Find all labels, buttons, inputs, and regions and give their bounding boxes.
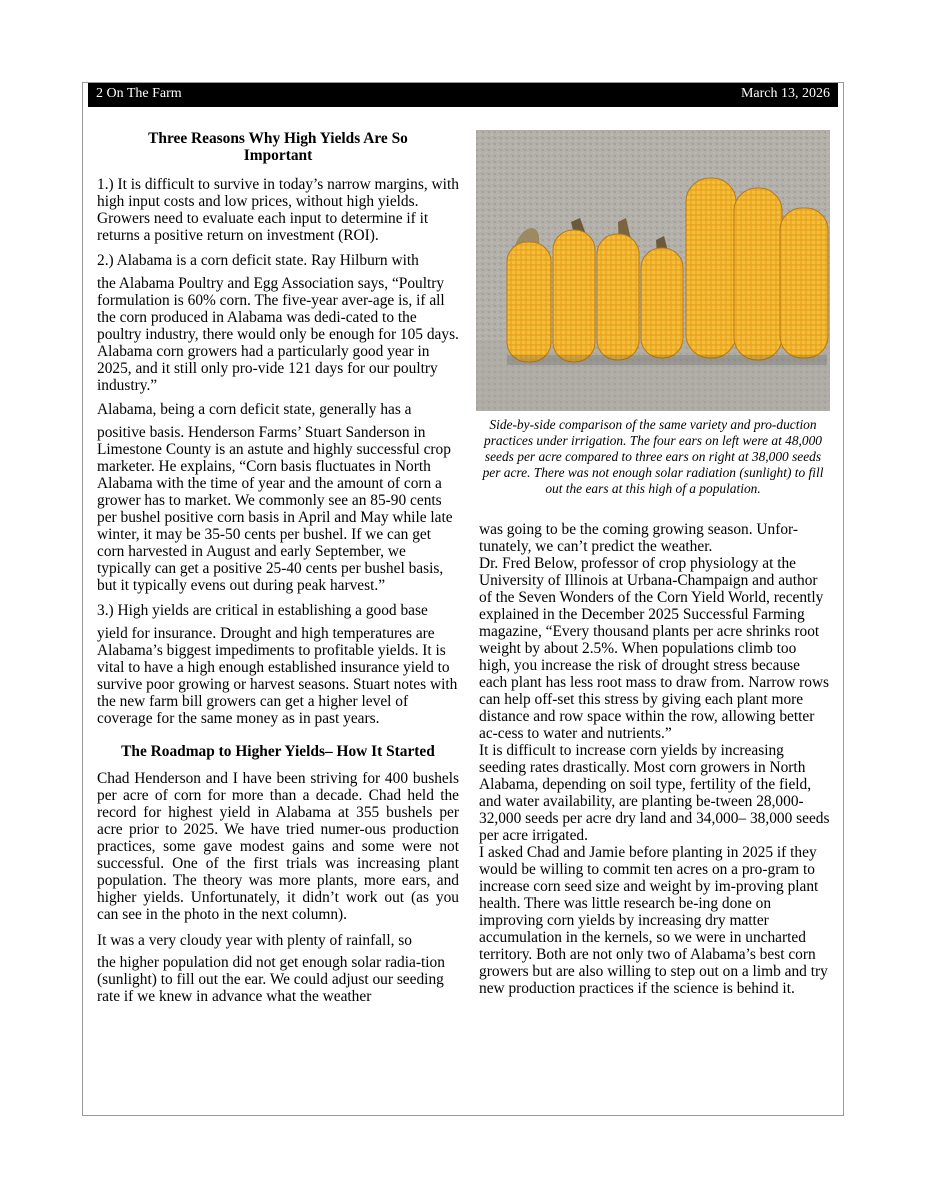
section2-heading: The Roadmap to Higher Yields– How It Started xyxy=(121,743,435,760)
section1-para-2-first: 2.) Alabama is a corn deficit state. Ray Hilburn with xyxy=(97,252,419,269)
left-ears xyxy=(507,230,683,362)
section1-para-3-first: Alabama, being a corn deficit state, generally has a xyxy=(97,401,412,418)
section1-para-4-rest: yield for insurance. Drought and high temperatures are Alabama’s biggest impediments to profitable yields. It is vital to have a high enough established insurance yield to survive poor growing or harvest seasons. Stuart notes with the new farm bill growers can get a higher level of coverage for the same money as in past years. xyxy=(97,625,458,727)
section1-para-2-rest: the Alabama Poultry and Egg Association says, “Poultry formulation is 60% corn. The five-year aver-age is, if all the corn produced in Alabama was dedi-cated to the poultry industry, there would only be enough for 105 days. Alabama corn growers had a particularly good year in 2025, and it still only pro-vide 121 days for our poultry industry.” xyxy=(97,275,459,394)
right-para-2: Dr. Fred Below, professor of crop physiology at the University of Illinois at Urbana-Champaign and author of the Seven Wonders of the Corn Yield World, recently explained in the December 2025 Successful Farming magazine, “Every thousand plants per acre shrinks root weight by about 2.5%. When populations climb too high, you increase the risk of drought stress because each plant has less root mass to draw from. Narrow rows can help off-set this stress by giving each plant more distance and row space within the row, allowing better ac-cess to water and nutrients.” xyxy=(479,555,830,742)
section2-para-2-first: It was a very cloudy year with plenty of rainfall, so xyxy=(97,932,412,949)
right-para-4: I asked Chad and Jamie before planting in 2025 if they would be willing to commit ten acres on a pro-gram to increase corn seed size and weight by im-proving plant health. There was little research be-ing done on improving corn yields by increasing dry matter accumulation in the kernels, so we were in uncharted territory. Both are not only two of Alabama’s best corn growers but are also willing to step out on a limb and try new production practices if the science is behind it. xyxy=(479,844,828,997)
section1-para-3-rest: positive basis. Henderson Farms’ Stuart Sanderson in Limestone County is an astute and highly successful crop marketer. He explains, “Corn basis fluctuates in North Alabama with the time of year and the amount of corn a grower has to market. We commonly see an 85-90 cents per bushel positive corn basis in April and May while late winter, it may be 35-50 cents per bushel. If we can get corn harvested in August and early September, we typically can get a positive 25-40 cents per bushel basis, but it typically evens out during peak harvest.” xyxy=(97,424,453,594)
section1-heading: Three Reasons Why High Yields Are So Important xyxy=(148,130,408,164)
page-number-label: 2 On The Farm xyxy=(96,86,182,101)
section2-para-1: Chad Henderson and I have been striving for 400 bushels per acre of corn for more than a decade. Chad held the record for highest yield in Alabama at 355 bushels per acre prior to 2025. We have tried numer-ous production practices, some gave modest gains and some were not successful. One of the first trials was increasing plant population. The theory was more plants, more ears, and higher yields. Unfortunately, it didn’t work out (as you can see in the photo in the next column). xyxy=(97,770,459,923)
page-header-bar xyxy=(88,83,838,107)
right-para-3: It is difficult to increase corn yields by increasing seeding rates drastically. Most corn growers in North Alabama, depending on soil type, fertility of the field, and water availability, are planting be-tween 28,000-32,000 seeds per acre dry land and 34,000– 38,000 seeds per acre irrigated. xyxy=(479,742,830,844)
photo-caption: Side-by-side comparison of the same variety and pro-duction practices under irrigation. The four ears on left were at 48,000 seeds per acre compared to three ears on right at 38,000 seeds per acre. There was not enough solar radiation (sunlight) to fill out the ears at this high of a population. xyxy=(482,417,824,496)
left-column xyxy=(97,130,459,1005)
issue-date: March 13, 2026 xyxy=(740,86,830,101)
right-para-1: was going to be the coming growing season. Unfor-tunately, we can’t predict the weather. xyxy=(479,521,798,555)
section1-para-4-first: 3.) High yields are critical in establishing a good base xyxy=(97,602,428,619)
corn-ears-photo xyxy=(476,130,830,411)
section2-para-2-rest: the higher population did not get enough solar radia-tion (sunlight) to fill out the ear. We could adjust our seeding rate if we knew in advance what the weather xyxy=(97,954,445,1005)
section1-para-1: 1.) It is difficult to survive in today’s narrow margins, with high input costs and low prices, without high yields. Growers need to evaluate each input to determine if it returns a positive return on investment (ROI). xyxy=(97,176,459,244)
right-column xyxy=(479,521,831,997)
